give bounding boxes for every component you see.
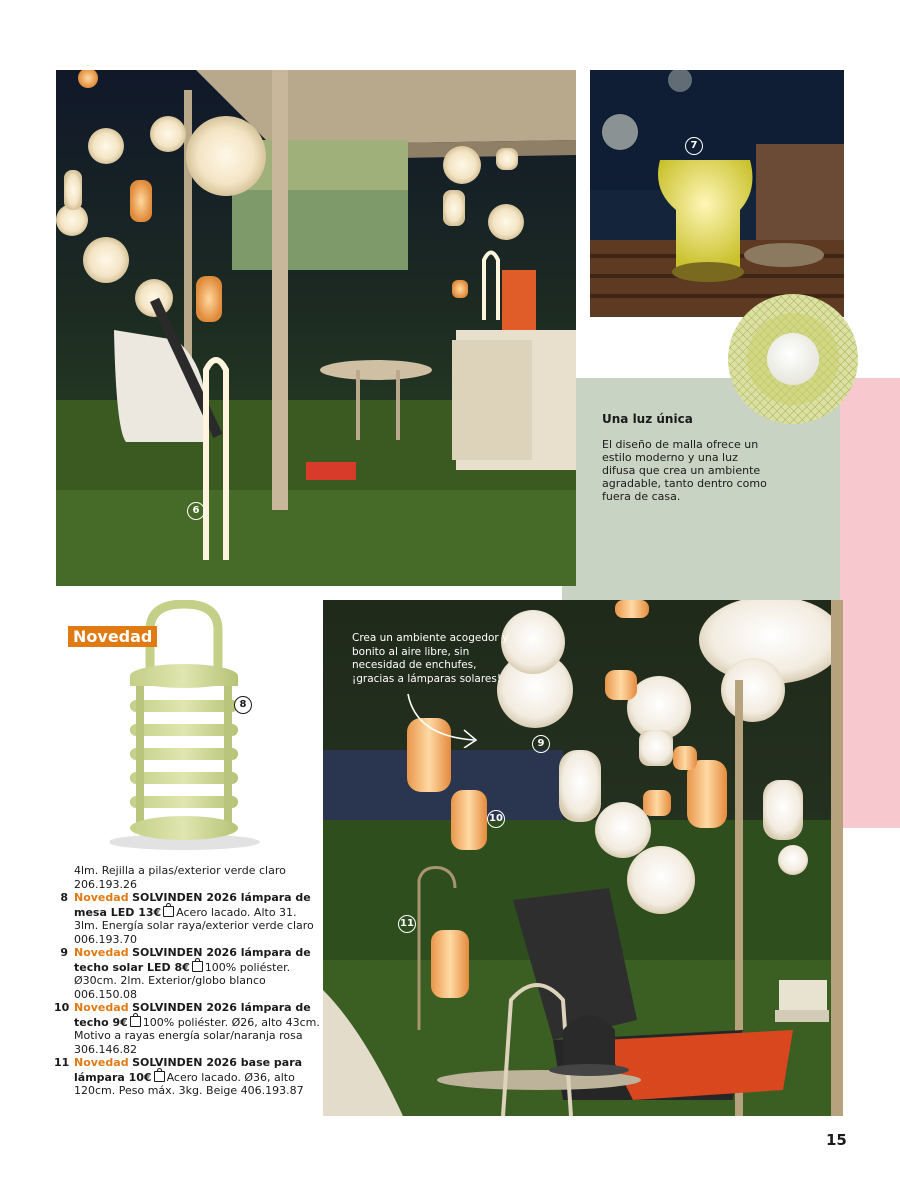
garden-lantern-photo [56,70,576,586]
callout-7: 7 [685,137,703,155]
mesh-closeup-circle [726,292,860,426]
novedad-badge: Novedad [68,626,157,647]
shopping-bag-icon [192,961,203,972]
list-item: 9 Novedad SOLVINDEN 2026 lámpara de techo solar LED 8€ 100% poliéster. Ø30cm. 2lm. Exterior/globo blanco 006.150.08 [60,946,311,1001]
callout-9: 9 [532,735,550,753]
callout-11: 11 [398,915,416,933]
list-item: 11 Novedad SOLVINDEN 2026 base para lámpara 10€ Acero lacado. Ø36, alto 120cm. Peso máx. 3kg. Beige 406.193.87 [54,1056,304,1097]
arrow-pointer-icon [404,692,484,748]
solar-overlay-note: Crea un ambiente acogedor y bonito al aire libre, sin necesidad de enchufes, ¡gracias a lámparas solares! [352,632,509,685]
page-number: 15 [826,1131,847,1149]
info-title: Una luz única [602,412,693,426]
info-body: El diseño de malla ofrece un estilo moderno y una luz difusa que crea un ambiente agradable, tanto dentro como fuera de casa. [602,438,767,503]
shopping-bag-icon [130,1016,141,1027]
shopping-bag-icon [163,906,174,917]
callout-6: 6 [187,502,205,520]
shopping-bag-icon [154,1071,165,1082]
product-list [54,864,322,1098]
list-continued-text: 4lm. Rejilla a pilas/exterior verde claro 206.193.26 [74,864,286,891]
callout-8: 8 [234,696,252,714]
mesh-lamp-photo [590,70,844,317]
callout-10: 10 [487,810,505,828]
list-item: 10 Novedad SOLVINDEN 2026 lámpara de techo 9€ 100% poliéster. Ø26, alto 43cm. Motivo a rayas energía solar/naranja rosa 306.146.82 [54,1001,320,1056]
list-item: 8 Novedad SOLVINDEN 2026 lámpara de mesa LED 13€ Acero lacado. Alto 31. 3lm. Energía solar raya/exterior verde claro 006.193.70 [60,891,314,946]
